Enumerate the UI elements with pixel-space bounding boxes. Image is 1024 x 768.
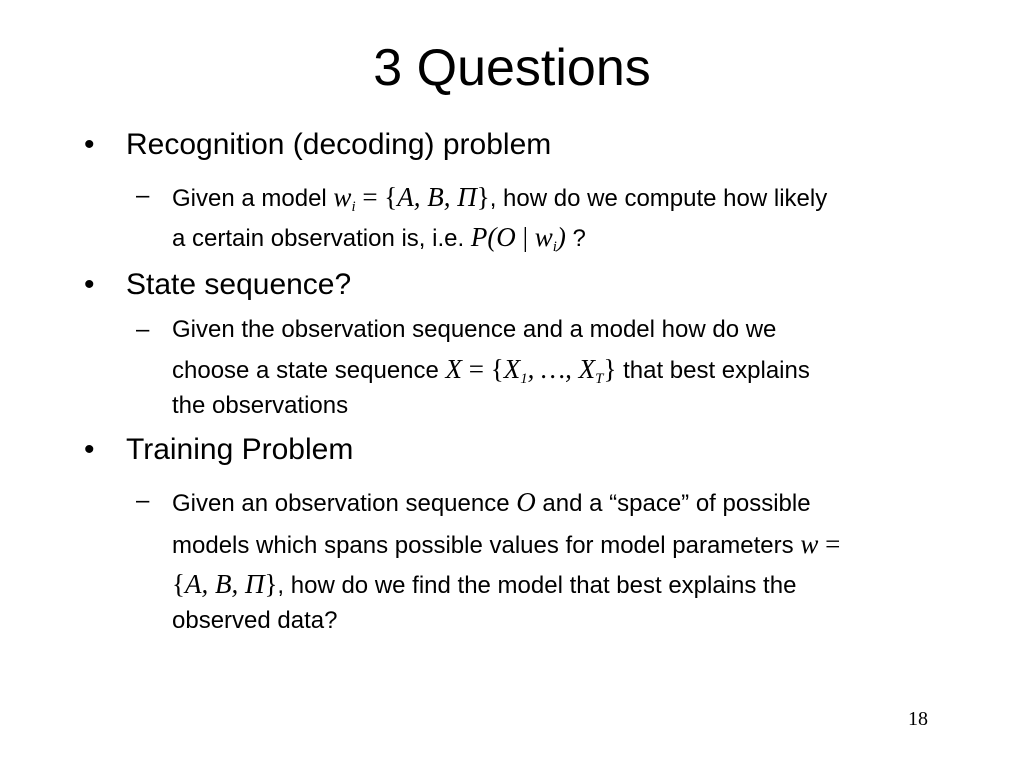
sub-line [172, 354, 810, 388]
math-run: | [515, 222, 535, 252]
sub-line [172, 569, 796, 600]
math-run: { [172, 569, 185, 599]
text-run: Given a model [172, 185, 334, 212]
dash-icon: – [136, 316, 150, 343]
sub-line [172, 529, 840, 560]
bullet-icon: • [84, 433, 95, 466]
bullet-heading: State sequence? [126, 268, 352, 301]
text-run: ? [565, 225, 586, 252]
dash-icon: – [136, 487, 150, 514]
math-run: A, B, Π [184, 569, 265, 599]
text-run: a certain observation is, i.e. [172, 225, 471, 252]
sub-line [172, 182, 828, 216]
math-run: X [445, 354, 463, 384]
bullet-icon: • [84, 128, 95, 161]
sub-line [172, 487, 811, 518]
text-run: and a “space” of possible [535, 490, 811, 517]
math-run: } [476, 182, 490, 212]
text-run: , how do we compute how likely [489, 185, 828, 212]
math-run: , …, X [527, 354, 596, 384]
math-run: = [818, 529, 841, 559]
math-run: O [516, 487, 536, 517]
bullet-heading: Recognition (decoding) problem [126, 128, 552, 161]
text-run: Given an observation sequence [172, 490, 517, 517]
dash-icon: – [136, 182, 150, 209]
math-run: X [503, 354, 521, 384]
text-run: , how do we find the model that best explains the [277, 572, 797, 599]
text-run: models which spans possible values for model parameters [172, 532, 801, 559]
bullet-heading: Training Problem [126, 433, 354, 466]
math-run: w [800, 529, 819, 559]
math-subscript: 1 [520, 371, 528, 388]
text-run: observed data? [172, 607, 338, 634]
math-run: ) [556, 222, 566, 252]
math-run: = { [355, 182, 398, 212]
slide-title: 3 Questions [373, 39, 651, 97]
math-run: A, B, Π [397, 182, 477, 212]
math-run: = { [462, 354, 504, 384]
math-run: w [534, 222, 553, 252]
text-run: choose a state sequence [172, 357, 446, 384]
math-subscript: T [595, 371, 604, 388]
math-run: w [333, 182, 352, 212]
text-run: Given the observation sequence and a model how do we [172, 316, 777, 343]
text-run: that best explains [616, 357, 810, 384]
math-subscript: i [351, 199, 356, 216]
sub-line [172, 607, 337, 635]
math-run: } [603, 354, 617, 384]
sub-line [172, 222, 586, 256]
text-run: the observations [172, 392, 349, 419]
page-number: 18 [908, 708, 928, 730]
bullet-icon: • [84, 268, 95, 301]
sub-line [172, 392, 348, 420]
math-subscript: i [552, 239, 557, 256]
math-run: } [264, 569, 278, 599]
math-run: P(O [470, 222, 516, 252]
sub-line [172, 316, 776, 344]
